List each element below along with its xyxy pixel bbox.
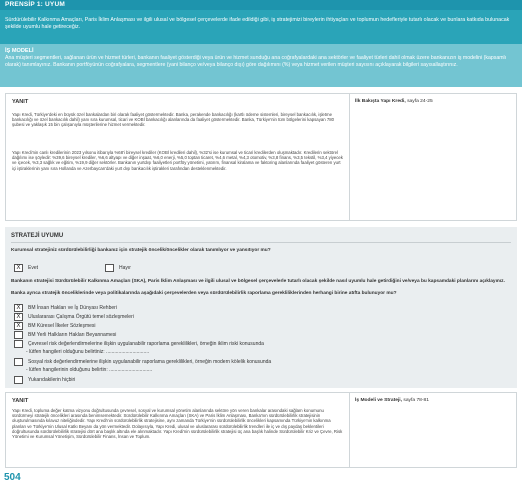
business-model-banner	[0, 44, 522, 87]
answer-paragraph: Yapı Kredi, topluma değer katma vizyonu doğrultusunda çevresel, sosyal ve kurumsal yönetim alanlarında sektöre yön veren bankalar arasındaki sağlam konumunu sürdürmeyi stratejik öncelikleri arasında benimsemektedir. Sürdürülebilir Kalkınma Amaçları (SKA) ve Paris İklim Anlaşması, Banka'nın sürdürülebilirlik stratejisinin oluşturulmasında kılavuz niteliğindedir. Yapı Kredi'nin sürdürülebilirlik stratejisine, aynı zamanda Türkiye'nin sürdürülebilirlik öncelikleri kapsamında Türkiye'nin kalkınma planları ve Türkiye'nin Ulusal Katkı Beyanı da yön vermektedir. Dolayısıyla, Yapı Kredi, ulusal ve uluslararası sürdürülebilirlik trendleri ile iç ve dış paydaş beklentileri doğrultusunda sürdürülebilirlik stratejisi dört ana başlık altında ele alınmaktadır. Yapı Kredi'nin sürdürülebilirlik stratejisi üç ana başlık halinde Sürdürülebilir Kriz ve Çevre, Risk Yönetimi ve Kurumsal Yönetişim, Sürdürülebilir Finans, İnsan ve Toplum.	[12, 408, 343, 440]
option-label: - lütfen hangilerinin olduğunu belirtin: ...............................	[26, 367, 153, 373]
no-label: Hayır	[119, 265, 131, 271]
option-no[interactable]	[105, 264, 131, 272]
no-checkbox[interactable]	[105, 264, 114, 272]
question-3: Banka ayrıca stratejik önceliklerinde veya politikalarında aşağıdaki çerçevelerden veya sürdürülebilirlik raporlama gerekliliklerinden herhangi birine atıfta bulunuyor mu?	[11, 291, 397, 296]
option-label: - lütfen hangileri olduğunu belirtiniz: ...............................	[26, 349, 150, 355]
option-framework-3[interactable]	[14, 322, 96, 330]
option-label: BM Yerli Halkların Hakları Beyannamesi	[28, 332, 117, 338]
option-label: Çevresel risk değerlendirmelerine ilişkin uygulanabilir raporlama gereklilikleri, örneğin iklim riski konusunda	[28, 341, 264, 347]
intro-banner: Sürdürülebilir Kalkınma Amaçları, Paris İklim Anlaşması ve ilgili ulusal ve bölgesel çerçevelerde ifade edildiği gibi, iş stratejimizi bireylerin ihtiyaçları ve toplumun hedefleriyle tutarlı olacak ve bunlara katkıda bulunacak şekilde uyumlu hale getireceğiz.	[0, 10, 522, 44]
answer-box-2	[5, 392, 517, 468]
answer-label: YANIT	[12, 398, 29, 404]
question-1: Kurumsal stratejiniz sürdürülebilirliği bankanız için stratejik öncelik/öncelikler olarak tanımlıyor ve yansıtıyor mu?	[11, 248, 271, 253]
option-label: Uluslararası Çalışma Örgütü temel sözleşmeleri	[28, 314, 134, 320]
option-framework-2[interactable]	[14, 313, 134, 321]
strategy-section	[5, 227, 517, 388]
checkbox[interactable]: X	[14, 313, 23, 321]
checkbox[interactable]	[14, 358, 23, 366]
section-header: PRENSİP 1: UYUM	[0, 0, 522, 10]
answer-box-1	[5, 93, 517, 221]
option-framework-5[interactable]	[14, 340, 264, 348]
reference-title: İş Modeli ve Strateji,	[355, 398, 403, 403]
option-label: BM Küresel İlkeler Sözleşmesi	[28, 323, 96, 329]
checkbox[interactable]	[14, 331, 23, 339]
checkbox[interactable]: X	[14, 304, 23, 312]
yes-checkbox[interactable]: X	[14, 264, 23, 272]
checkbox[interactable]: X	[14, 322, 23, 330]
business-model-text: Ana müşteri segmentleri, sağlanan ürün ve hizmet türleri, bankanın faaliyet gösterdiği veya ürün ve hizmet sunduğu ana coğrafyalardaki ana sektörler ve faaliyet türleri dahil olmak üzere bankanızın iş modelini (kapsamlı olarak) tanımlayınız. Bankanın portföyünün coğrafyalara, segmentlere (yani bilanço ve/veya bilanço dışı) göre dağılımını (%) veya hizmet verilen müşteri sayısını açıklayarak bilgileri sayısallaştırınız.	[5, 55, 507, 68]
option-label: Sosyal risk değerlendirmelerine ilişkin uygulanabilir raporlama gereklilikleri, örneğin modern kölelik konusunda	[28, 359, 272, 365]
divider	[11, 242, 511, 243]
column-divider	[349, 94, 350, 220]
option-specify-1[interactable]	[26, 349, 149, 355]
reference-link-1[interactable]	[355, 99, 433, 104]
reference-pages: sayfa 78-81	[402, 398, 429, 403]
answer-label: YANIT	[12, 99, 29, 105]
option-framework-1[interactable]	[14, 304, 117, 312]
answer-paragraph-2: Yapı Kredi'nin canlı kredilerinin 2023 yılsonu itibarıyla %68'i bireysel krediler (KOBİ kredileri dahil), %32'si ise kurumsal ve ticari kredilerden oluşmaktadır. Kredilerin sektörel dağılımı ise şöyledir: %39,6 bireysel krediler, %6,6 altyapı ve diğer inşaat, %6,0 enerji, %5,0 toptan ticaret, %4,6 metal, %4,3 otomotiv, %3,8 finans, %3,5 tekstil, %3,4 yiyecek ve içecek, %3,3 sağlık ve eğitim, %19,9 diğer sektörler. Bankanın yurtdışı faaliyetleri portföy yönetimi, yatırım, finansal kiralama ve faktoring alanlarında faaliyet gösteren yurt içi iştiraklerinin yanı sıra Hollanda ve Azerbaycan'daki yurt dışı bankacılık iştirakleri tarafından desteklenmektedir.	[12, 150, 343, 171]
option-label: BM İnsan Hakları ve İş Dünyası Rehberi	[28, 305, 117, 311]
option-specify-2[interactable]	[26, 367, 152, 373]
reference-link-2[interactable]	[355, 398, 429, 403]
answer-paragraph-1: Yapı Kredi, Türkiye'deki en büyük özel bankalardan biri olarak faaliyet göstermektedir. Banka, perakende bankacılığı (kartlı ödeme sistemleri, bireysel bankacılık, işletme bankacılığı ve özel bankacılık dahil) yanı sıra kurumsal, ticari ve KOBİ bankacılığı alanlarında da faaliyet göstermektedir. Banka, Türkiye'nin tüm bölgelerini kapsayan 780 şubesi ve yaklaşık 15 bin çalışanıyla müşterilerine hizmet vermektedir.	[12, 112, 334, 128]
option-yes[interactable]	[14, 264, 38, 272]
option-framework-6[interactable]	[14, 358, 271, 366]
reference-pages: sayfa 24-25	[405, 99, 433, 104]
strategy-title: STRATEJİ UYUMU	[11, 233, 64, 239]
option-none[interactable]	[14, 376, 75, 384]
option-framework-4[interactable]	[14, 331, 116, 339]
question-2: Bankanın stratejisi Sürdürülebilir Kalkınma Amaçları (SKA), Paris İklim Anlaşması ve ilgili ulusal ve bölgesel çerçevelerle tutarlı olacak şekilde nasıl uyumlu hale getirdiğini ve/veya bu kapsamdaki planlarını açıklayınız.	[11, 279, 505, 284]
checkbox[interactable]	[14, 340, 23, 348]
yes-label: Evet	[28, 265, 39, 271]
column-divider	[349, 393, 350, 467]
page-number: 504	[4, 472, 21, 483]
reference-title: İlk Bakışta Yapı Kredi,	[355, 99, 406, 104]
checkbox[interactable]	[14, 376, 23, 384]
option-label: Yukarıdakilerin hiçbiri	[28, 377, 76, 383]
business-model-title: İŞ MODELİ	[5, 48, 34, 54]
